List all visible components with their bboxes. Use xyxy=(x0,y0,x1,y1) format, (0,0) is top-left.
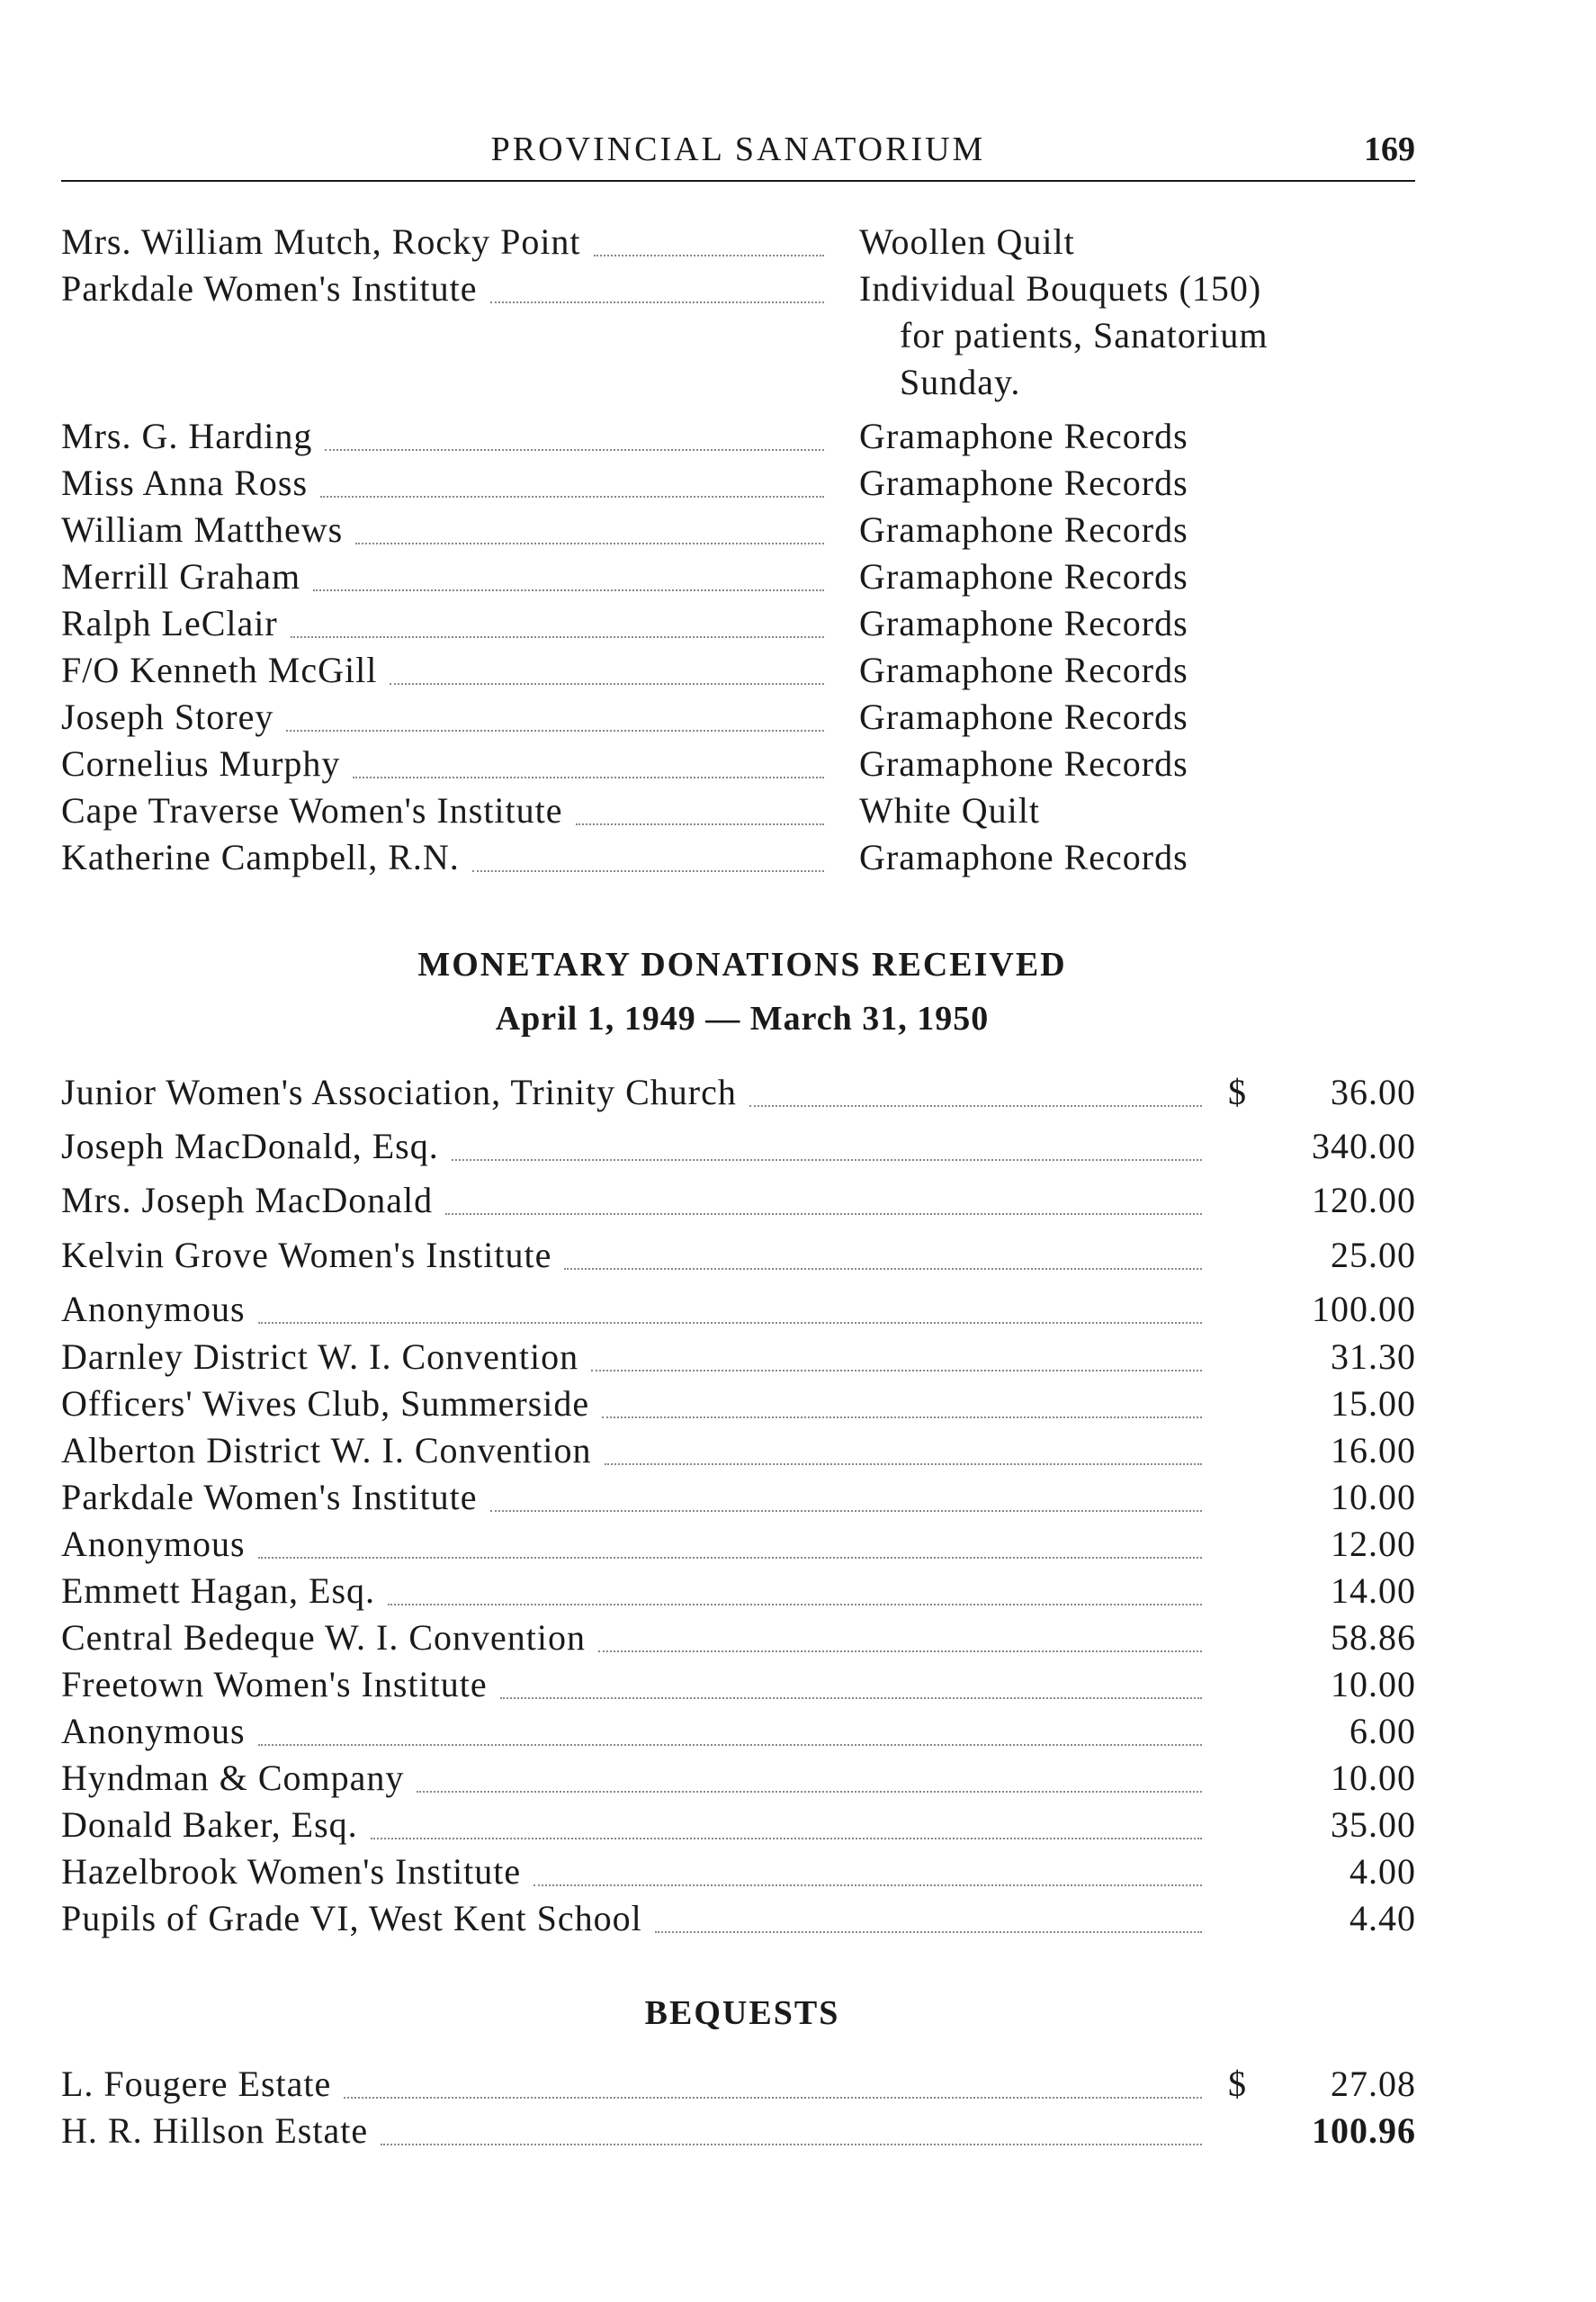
dot-leader xyxy=(291,636,824,638)
donor-name: Mrs. G. Harding xyxy=(61,416,313,456)
donor-name: Anonymous xyxy=(61,1524,246,1564)
amount: 100.96 xyxy=(1312,2110,1416,2151)
money-row xyxy=(61,1288,1213,1333)
dot-leader xyxy=(564,1268,1202,1270)
money-row xyxy=(61,1523,1213,1568)
dot-leader xyxy=(445,1213,1202,1215)
amount: 25.00 xyxy=(1331,1235,1416,1275)
amount: 4.40 xyxy=(1349,1898,1416,1938)
amount: 10.00 xyxy=(1331,1477,1416,1517)
dot-leader xyxy=(605,1463,1202,1465)
donor-name: Officers' Wives Club, Summerside xyxy=(61,1383,590,1424)
amount: 14.00 xyxy=(1331,1570,1416,1611)
donated-item: Gramaphone Records xyxy=(859,697,1188,737)
dot-leader xyxy=(490,301,824,303)
money-row xyxy=(61,1569,1213,1614)
donor-name: Cornelius Murphy xyxy=(61,743,341,784)
amount: 120.00 xyxy=(1312,1180,1416,1220)
amount: 36.00 xyxy=(1331,1072,1416,1112)
donation-row xyxy=(61,555,835,600)
donor-name: Junior Women's Association, Trinity Church xyxy=(61,1072,737,1112)
donor-name: Ralph LeClair xyxy=(61,603,278,643)
amount: 4.00 xyxy=(1349,1851,1416,1892)
donated-item: Gramaphone Records xyxy=(859,416,1188,456)
dot-leader xyxy=(286,730,824,732)
dot-leader xyxy=(500,1697,1202,1699)
dot-leader xyxy=(472,870,824,872)
donated-item: Woollen Quilt xyxy=(859,221,1075,262)
donor-name: Parkdale Women's Institute xyxy=(61,268,478,309)
dot-leader xyxy=(258,1322,1202,1324)
dot-leader xyxy=(371,1838,1202,1839)
dot-leader xyxy=(320,496,824,498)
donation-row xyxy=(61,696,835,741)
money-row xyxy=(61,1335,1213,1380)
dot-leader xyxy=(655,1931,1202,1933)
bequest-row xyxy=(61,2109,1213,2154)
donation-row xyxy=(61,415,835,460)
donor-name: Miss Anna Ross xyxy=(61,463,309,503)
amount: 12.00 xyxy=(1331,1524,1416,1564)
donated-item: Gramaphone Records xyxy=(859,743,1188,784)
dot-leader xyxy=(490,1510,1202,1512)
money-row xyxy=(61,1710,1213,1755)
money-row xyxy=(61,1429,1213,1474)
donor-name: William Matthews xyxy=(61,509,344,550)
estate-name: L. Fougere Estate xyxy=(61,2064,332,2104)
amount: 16.00 xyxy=(1331,1430,1416,1470)
dot-leader xyxy=(749,1105,1202,1107)
donor-name: Kelvin Grove Women's Institute xyxy=(61,1235,552,1275)
amount: 10.00 xyxy=(1331,1664,1416,1704)
dot-leader xyxy=(417,1791,1202,1793)
donated-item: Gramaphone Records xyxy=(859,650,1188,690)
amount: 6.00 xyxy=(1349,1711,1416,1751)
money-row xyxy=(61,1234,1213,1279)
dot-leader xyxy=(602,1416,1202,1418)
dot-leader xyxy=(258,1744,1202,1746)
donated-item-continued: Sunday. xyxy=(900,362,1021,402)
donor-name: Emmett Hagan, Esq. xyxy=(61,1570,376,1611)
donor-name: Freetown Women's Institute xyxy=(61,1664,488,1704)
dot-leader xyxy=(576,823,824,825)
amount: 35.00 xyxy=(1331,1804,1416,1845)
money-row xyxy=(61,1382,1213,1427)
dot-leader xyxy=(598,1650,1202,1652)
donor-name: Mrs. William Mutch, Rocky Point xyxy=(61,221,581,262)
donor-name: Hazelbrook Women's Institute xyxy=(61,1851,522,1892)
donation-row xyxy=(61,649,835,694)
dot-leader xyxy=(344,2097,1202,2099)
dot-leader xyxy=(594,255,824,256)
money-row xyxy=(61,1616,1213,1661)
dot-leader xyxy=(325,449,824,451)
estate-name: H. R. Hillson Estate xyxy=(61,2110,369,2151)
money-row xyxy=(61,1757,1213,1802)
money-row xyxy=(61,1897,1213,1942)
donated-item: White Quilt xyxy=(859,790,1040,831)
money-row xyxy=(61,1850,1213,1895)
dot-leader xyxy=(381,2144,1202,2145)
donated-item: Gramaphone Records xyxy=(859,603,1188,643)
donated-item: Individual Bouquets (150) xyxy=(859,268,1262,309)
donor-name: Hyndman & Company xyxy=(61,1758,405,1798)
money-row xyxy=(61,1071,1213,1116)
dot-leader xyxy=(388,1604,1202,1605)
running-title: PROVINCIAL SANATORIUM xyxy=(490,130,986,168)
donor-name: Joseph Storey xyxy=(61,697,274,737)
money-row xyxy=(61,1476,1213,1521)
donor-name: Anonymous xyxy=(61,1711,246,1751)
amount: 100.00 xyxy=(1312,1289,1416,1329)
amount: 15.00 xyxy=(1331,1383,1416,1424)
donation-row xyxy=(61,220,835,265)
donation-row xyxy=(61,836,835,881)
money-row xyxy=(61,1125,1213,1170)
donated-item: Gramaphone Records xyxy=(859,556,1188,597)
dot-leader xyxy=(533,1884,1202,1886)
amount: 340.00 xyxy=(1312,1126,1416,1166)
donor-name: Anonymous xyxy=(61,1289,246,1329)
donor-name: Cape Traverse Women's Institute xyxy=(61,790,563,831)
amount: 31.30 xyxy=(1331,1336,1416,1377)
donor-name: Alberton District W. I. Convention xyxy=(61,1430,592,1470)
donated-item: Gramaphone Records xyxy=(859,837,1188,877)
dot-leader xyxy=(390,683,824,685)
dot-leader xyxy=(355,543,824,544)
currency-symbol: $ xyxy=(1228,1072,1246,1112)
dot-leader xyxy=(353,777,824,778)
donation-row xyxy=(61,602,835,647)
donor-name: Darnley District W. I. Convention xyxy=(61,1336,579,1377)
donor-name: Merrill Graham xyxy=(61,556,301,597)
donation-row xyxy=(61,267,835,312)
donor-name: F/O Kenneth McGill xyxy=(61,650,378,690)
page-number: 169 xyxy=(1364,130,1415,168)
bequest-row xyxy=(61,2063,1213,2108)
donor-name: Joseph MacDonald, Esq. xyxy=(61,1126,439,1166)
dot-leader xyxy=(452,1159,1202,1161)
dot-leader xyxy=(591,1370,1202,1371)
section-period: April 1, 1949 — March 31, 1950 xyxy=(495,1000,990,1038)
donor-name: Mrs. Joseph MacDonald xyxy=(61,1180,434,1220)
donor-name: Central Bedeque W. I. Convention xyxy=(61,1617,587,1658)
donation-row xyxy=(61,508,835,553)
donation-row xyxy=(61,742,835,787)
donation-row xyxy=(61,462,835,507)
page-header xyxy=(61,126,1415,182)
amount: 10.00 xyxy=(1331,1758,1416,1798)
dot-leader xyxy=(258,1557,1202,1559)
donor-name: Parkdale Women's Institute xyxy=(61,1477,478,1517)
donor-name: Donald Baker, Esq. xyxy=(61,1804,358,1845)
donated-item-continued: for patients, Sanatorium xyxy=(900,315,1269,355)
amount: 58.86 xyxy=(1331,1617,1416,1658)
section-heading: MONETARY DONATIONS RECEIVED xyxy=(417,946,1067,984)
money-row xyxy=(61,1663,1213,1708)
donated-item: Gramaphone Records xyxy=(859,463,1188,503)
donation-row xyxy=(61,789,835,834)
section-heading: BEQUESTS xyxy=(644,1994,840,2032)
donor-name: Katherine Campbell, R.N. xyxy=(61,837,460,877)
currency-symbol: $ xyxy=(1228,2064,1246,2104)
donated-item: Gramaphone Records xyxy=(859,509,1188,550)
amount: 27.08 xyxy=(1331,2064,1416,2104)
dot-leader xyxy=(313,589,824,591)
donor-name: Pupils of Grade VI, West Kent School xyxy=(61,1898,642,1938)
money-row xyxy=(61,1179,1213,1224)
money-row xyxy=(61,1803,1213,1848)
